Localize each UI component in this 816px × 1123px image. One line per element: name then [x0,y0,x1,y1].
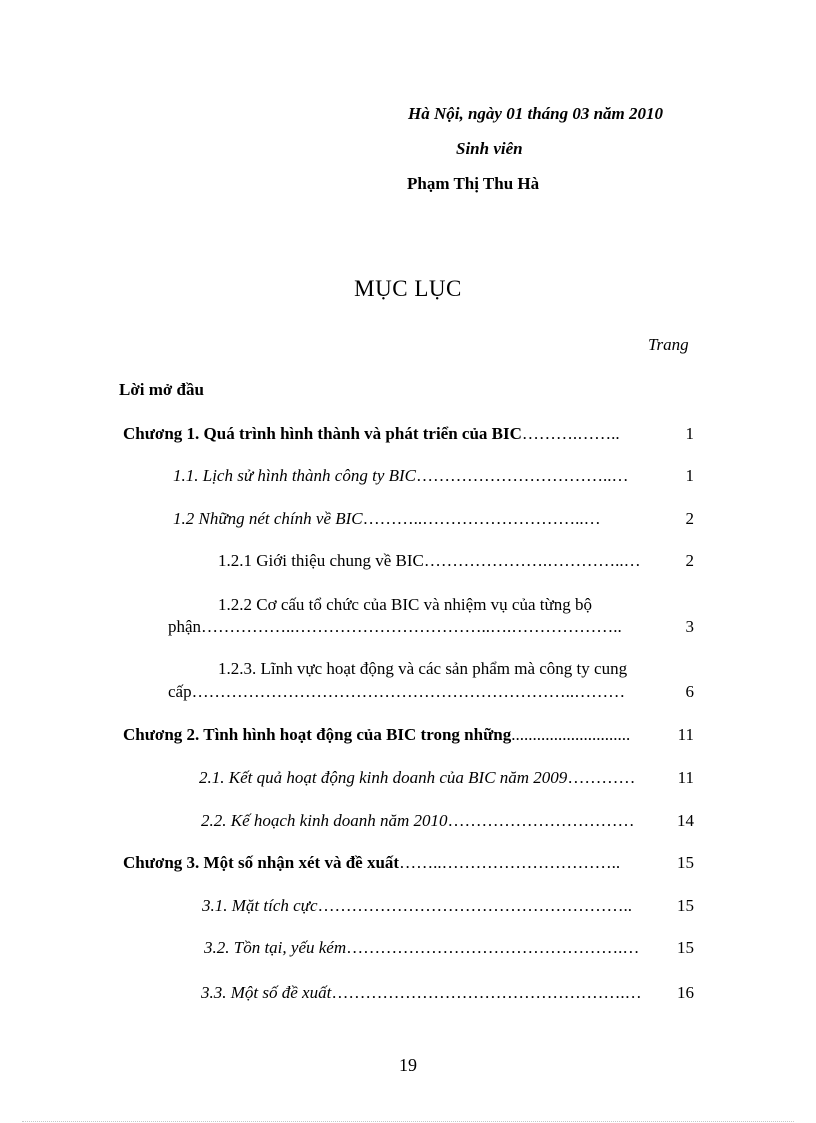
toc-entry-page: 15 [677,938,694,957]
toc-entry-subsection-continued [168,617,622,637]
signature-place-date: Hà Nội, ngày 01 tháng 03 năm 2010 [408,104,664,123]
toc-entry-leader: …………………………… [447,811,635,830]
toc-entry-leader: ……………………………..… [416,466,629,485]
toc-entry-page: 16 [677,983,694,1002]
toc-entry-subsection [218,551,641,571]
toc-entry-text: Chương 2. Tình hình hoạt động của BIC trong những [123,725,512,744]
toc-entry-leader: …………………………………………….… [331,983,642,1002]
toc-entry-section [199,768,635,788]
toc-entry-leader: ………………………………………….… [346,938,640,957]
toc-entry-leader: ………..………………………..… [362,509,601,528]
toc-page-header: Trang [648,335,689,354]
toc-entry-section [201,811,634,831]
toc-intro: Lời mở đầu [119,380,204,399]
toc-entry-subsection: 1.2.2 Cơ cấu tổ chức của BIC và nhiệm vụ của từng bộ [218,595,592,614]
toc-entry-text: 1.2 Những nét chính về BIC [173,509,363,528]
toc-entry-page: 11 [677,768,694,787]
toc-entry-text: cấp [168,682,192,701]
toc-entry-text: 3.2. Tồn tại, yếu kém [204,938,347,957]
toc-entry-chapter-2 [123,725,630,745]
toc-entry-leader: ……………………………………………….. [317,896,632,915]
toc-entry-page: 15 [677,896,694,915]
toc-entry-page: 2 [685,551,694,570]
toc-entry-text: Chương 1. Quá trình hình thành và phát triển của BIC [123,424,522,443]
toc-entry-page: 1 [685,424,694,443]
toc-entry-text: 3.1. Mặt tích cực [202,896,318,915]
toc-entry-section [204,938,639,958]
toc-entry-section [173,466,629,486]
toc-entry-leader: ……….…….. [521,424,620,443]
toc-entry-section [201,983,642,1003]
toc-entry-page: 14 [677,811,694,830]
signature-role: Sinh viên [456,139,523,158]
toc-entry-page: 3 [685,617,694,636]
toc-entry-subsection: 1.2.3. Lĩnh vực hoạt động và các sản phẩm mà công ty cung [218,659,628,678]
toc-entry-leader: ............................ [511,725,631,744]
toc-entry-text: 2.1. Kết quả hoạt động kinh doanh của BIC năm 2009 [199,768,568,787]
toc-entry-leader: ………………….…………..… [423,551,641,570]
toc-entry-section [202,896,632,916]
toc-entry-text: 1.1. Lịch sử hình thành công ty BIC [173,466,417,485]
toc-entry-page: 11 [677,725,694,744]
page-bottom-divider [22,1121,794,1122]
signature-name: Phạm Thị Thu Hà [407,174,540,193]
toc-entry-chapter-3 [123,853,620,873]
toc-entry-text: 2.2. Kế hoạch kinh doanh năm 2010 [201,811,448,830]
toc-entry-leader: ……………..……………………………..….……………….. [201,617,622,636]
toc-entry-leader: …………………………………………………………..……… [191,682,626,701]
toc-entry-chapter-1 [123,424,620,444]
toc-entry-text: Chương 3. Một số nhận xét và đề xuất [123,853,400,872]
toc-entry-subsection-continued [168,682,625,702]
toc-entry-leader: ………… [567,768,636,787]
toc-entry-text: phận [168,617,202,636]
toc-entry-page: 15 [677,853,694,872]
toc-entry-section [173,509,601,529]
toc-entry-page: 6 [685,682,694,701]
toc-entry-text: 3.3. Một số đề xuất [201,983,332,1002]
toc-title: MỤC LỤC [354,276,462,301]
toc-entry-page: 1 [685,466,694,485]
toc-entry-leader: ……..………………………….. [399,853,621,872]
page-number: 19 [399,1055,417,1075]
toc-entry-text: 1.2.1 Giới thiệu chung về BIC [218,551,424,570]
toc-entry-page: 2 [685,509,694,528]
